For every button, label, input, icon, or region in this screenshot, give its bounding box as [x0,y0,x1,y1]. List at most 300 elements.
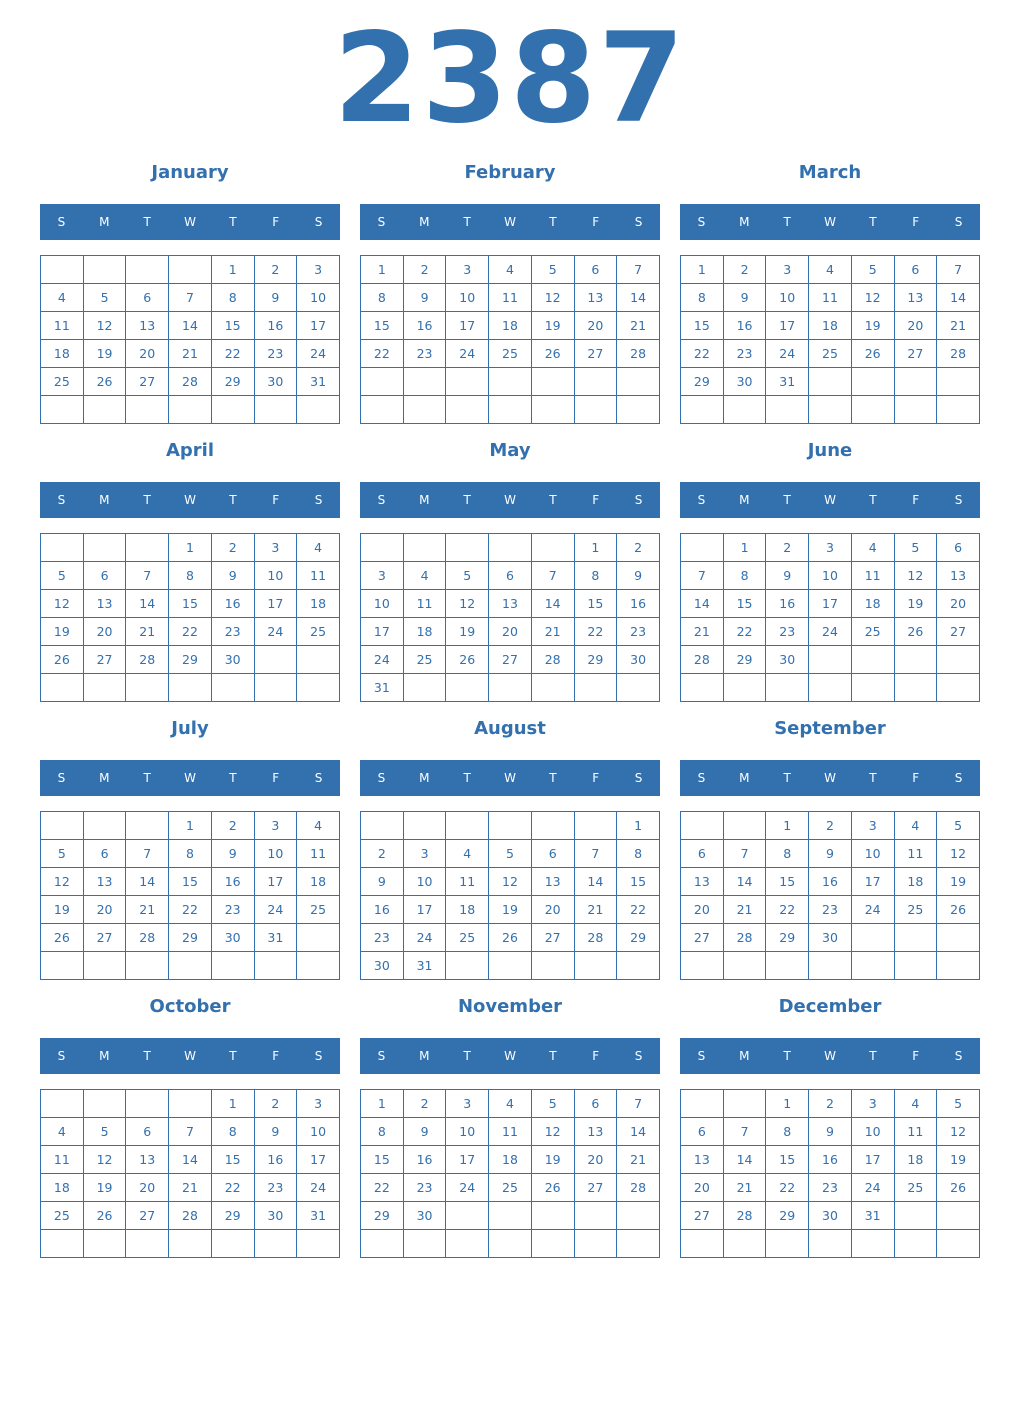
week-row [41,396,340,424]
day-cell: 16 [211,590,254,618]
day-cell: 23 [403,1174,446,1202]
day-cell: 28 [169,368,212,396]
day-cell: 11 [489,1118,532,1146]
day-cell: 23 [211,896,254,924]
weekday-label: F [272,771,280,785]
day-cell: 1 [766,812,809,840]
day-cell: 24 [403,924,446,952]
day-cell: 17 [403,896,446,924]
day-cell: 9 [254,284,297,312]
day-cell: 12 [531,1118,574,1146]
day-cell: 13 [489,590,532,618]
month-name: September [774,718,886,739]
day-cell [681,952,724,980]
month-name: April [165,440,215,461]
month-december [680,992,980,1260]
weekday-label: W [184,493,196,507]
day-cell [809,1230,852,1258]
day-cell: 19 [894,590,937,618]
day-cell: 29 [723,646,766,674]
day-cell: 27 [83,924,126,952]
day-cell [723,674,766,702]
week-row [361,534,660,562]
day-cell: 28 [681,646,724,674]
weekday-label: M [419,493,430,507]
day-cell [723,396,766,424]
day-cell: 3 [851,1090,894,1118]
day-cell: 18 [41,340,84,368]
day-cell: 11 [894,840,937,868]
day-cell [403,1230,446,1258]
weekday-label: M [419,215,430,229]
weekday-label: S [697,215,706,229]
day-cell: 5 [41,562,84,590]
day-cell: 25 [489,340,532,368]
day-cell: 31 [403,952,446,980]
weekday-label: W [184,771,196,785]
day-cell: 27 [83,646,126,674]
day-cell [254,646,297,674]
day-cell: 15 [361,312,404,340]
day-cell [169,1230,212,1258]
day-cell: 26 [531,1174,574,1202]
day-cell: 2 [723,256,766,284]
day-cell [894,1202,937,1230]
weekday-header [680,482,980,518]
day-cell: 28 [723,1202,766,1230]
week-row [681,812,980,840]
day-cell [681,534,724,562]
weekday-label: S [377,493,386,507]
day-cell: 8 [723,562,766,590]
day-cell: 7 [681,562,724,590]
weekday-label: T [869,1049,877,1063]
day-cell: 20 [126,1174,169,1202]
day-cell: 27 [574,1174,617,1202]
weekday-label: W [184,215,196,229]
weekday-label: T [869,771,877,785]
weekday-header [40,1038,340,1074]
day-cell: 6 [83,840,126,868]
day-cell [809,396,852,424]
weekday-label: F [912,771,920,785]
day-cell: 16 [809,868,852,896]
day-cell: 25 [851,618,894,646]
day-cell [169,396,212,424]
day-cell: 30 [809,1202,852,1230]
day-cell: 31 [297,1202,340,1230]
day-cell: 29 [169,924,212,952]
day-cell: 30 [403,1202,446,1230]
day-cell: 23 [211,618,254,646]
day-cell: 1 [574,534,617,562]
day-cell: 14 [937,284,980,312]
week-row [681,1202,980,1230]
day-cell: 25 [297,618,340,646]
week-row [41,590,340,618]
day-grid [680,533,980,702]
day-cell [574,812,617,840]
day-cell: 21 [617,312,660,340]
day-cell: 27 [126,368,169,396]
day-cell: 19 [83,1174,126,1202]
day-cell: 22 [361,1174,404,1202]
weekday-label: M [739,215,750,229]
day-cell: 24 [254,896,297,924]
day-cell: 1 [169,812,212,840]
month-january [40,158,340,426]
month-april [40,436,340,704]
day-cell: 22 [766,1174,809,1202]
day-cell: 5 [41,840,84,868]
week-row [41,646,340,674]
day-cell: 4 [297,812,340,840]
weekday-label: T [783,771,791,785]
day-cell: 26 [894,618,937,646]
day-cell [574,368,617,396]
day-cell [809,646,852,674]
day-cell: 30 [254,368,297,396]
week-row [681,284,980,312]
week-row [41,812,340,840]
day-cell: 8 [617,840,660,868]
week-row [681,646,980,674]
day-cell: 25 [297,896,340,924]
day-cell: 12 [894,562,937,590]
day-cell: 19 [937,1146,980,1174]
day-cell [83,812,126,840]
weekday-label: T [463,771,471,785]
day-cell: 29 [766,924,809,952]
day-cell [297,1230,340,1258]
day-cell: 12 [446,590,489,618]
week-row [361,674,660,702]
day-cell: 26 [446,646,489,674]
day-cell [403,674,446,702]
day-cell: 9 [766,562,809,590]
day-cell: 15 [361,1146,404,1174]
week-row [41,896,340,924]
day-cell [446,812,489,840]
day-cell: 29 [361,1202,404,1230]
day-cell: 29 [766,1202,809,1230]
month-name: July [171,718,209,739]
week-row [361,1090,660,1118]
week-row [41,1146,340,1174]
day-cell: 9 [403,1118,446,1146]
day-cell: 9 [211,562,254,590]
day-cell: 10 [361,590,404,618]
day-cell [361,1230,404,1258]
week-row [361,896,660,924]
day-cell: 16 [809,1146,852,1174]
day-cell [851,646,894,674]
day-cell: 18 [297,590,340,618]
week-row [681,562,980,590]
weekday-header [40,482,340,518]
day-cell [531,1202,574,1230]
day-cell: 29 [681,368,724,396]
weekday-label: M [99,215,110,229]
day-cell [723,812,766,840]
day-cell [446,396,489,424]
day-cell: 14 [169,312,212,340]
week-row [361,312,660,340]
day-cell [126,674,169,702]
day-cell [446,1230,489,1258]
day-cell: 2 [254,1090,297,1118]
day-cell: 19 [531,1146,574,1174]
day-cell: 21 [126,896,169,924]
day-cell: 6 [531,840,574,868]
week-row [41,562,340,590]
day-cell: 10 [446,284,489,312]
weekday-label: W [504,493,516,507]
day-cell [361,534,404,562]
day-cell: 22 [211,1174,254,1202]
day-cell: 14 [126,590,169,618]
day-cell [41,812,84,840]
day-cell: 21 [937,312,980,340]
day-cell [894,396,937,424]
month-name: March [798,162,862,183]
weekday-label: S [634,493,643,507]
day-cell: 18 [403,618,446,646]
weekday-label: W [824,215,836,229]
day-cell: 22 [169,618,212,646]
week-row [41,840,340,868]
day-cell [531,812,574,840]
day-cell: 7 [126,562,169,590]
day-cell: 25 [894,1174,937,1202]
day-cell: 14 [723,868,766,896]
day-cell: 2 [361,840,404,868]
week-row [361,1118,660,1146]
day-cell [41,674,84,702]
day-cell: 9 [617,562,660,590]
day-cell: 12 [83,312,126,340]
day-cell: 8 [169,840,212,868]
day-grid [40,533,340,702]
day-cell: 14 [574,868,617,896]
day-cell [766,952,809,980]
day-cell: 15 [574,590,617,618]
year-title: 2387 [333,7,687,151]
week-row [361,340,660,368]
weekday-label: S [377,771,386,785]
day-cell: 28 [937,340,980,368]
week-row [361,618,660,646]
week-row [41,1174,340,1202]
day-cell [766,396,809,424]
week-row [41,924,340,952]
day-cell: 7 [723,840,766,868]
weekday-header [360,1038,660,1074]
day-cell: 31 [851,1202,894,1230]
day-cell: 8 [574,562,617,590]
day-cell: 26 [41,924,84,952]
day-cell [126,952,169,980]
day-cell: 28 [617,340,660,368]
day-cell: 27 [531,924,574,952]
day-cell: 30 [211,924,254,952]
month-february [360,158,660,426]
day-cell: 11 [489,284,532,312]
day-cell: 22 [211,340,254,368]
weekday-label: S [57,215,66,229]
week-row [681,368,980,396]
week-row [361,368,660,396]
day-cell [41,396,84,424]
weekday-label: S [57,771,66,785]
weekday-label: F [592,771,600,785]
day-cell: 15 [169,868,212,896]
day-cell [809,674,852,702]
day-cell: 25 [41,368,84,396]
day-cell [489,674,532,702]
week-row [361,868,660,896]
day-cell [937,368,980,396]
day-cell [937,1230,980,1258]
day-cell: 20 [531,896,574,924]
day-cell [126,812,169,840]
week-row [41,674,340,702]
day-cell: 24 [446,340,489,368]
day-cell [489,812,532,840]
day-cell: 4 [894,812,937,840]
day-cell [723,952,766,980]
day-cell: 9 [254,1118,297,1146]
day-cell: 13 [937,562,980,590]
day-cell: 15 [766,868,809,896]
day-cell [83,396,126,424]
day-cell: 11 [851,562,894,590]
day-cell [403,396,446,424]
month-march [680,158,980,426]
day-cell: 12 [41,868,84,896]
day-cell: 15 [681,312,724,340]
day-cell [169,256,212,284]
day-cell: 5 [937,812,980,840]
day-cell [41,534,84,562]
day-cell: 9 [361,868,404,896]
weekday-label: W [824,771,836,785]
day-cell: 5 [851,256,894,284]
week-row [361,1202,660,1230]
day-cell: 18 [489,312,532,340]
day-cell [851,1230,894,1258]
weekday-label: S [57,1049,66,1063]
day-cell [851,924,894,952]
day-cell: 26 [83,1202,126,1230]
day-cell [617,952,660,980]
day-grid [680,811,980,980]
day-cell: 27 [489,646,532,674]
weekday-label: S [377,1049,386,1063]
day-cell [766,1230,809,1258]
week-row [361,256,660,284]
weekday-label: T [143,493,151,507]
day-cell: 19 [41,618,84,646]
day-cell: 18 [446,896,489,924]
day-grid [40,1089,340,1258]
day-cell [297,674,340,702]
day-cell [211,674,254,702]
day-cell [531,396,574,424]
day-cell: 27 [894,340,937,368]
day-cell [126,1090,169,1118]
day-cell [489,396,532,424]
week-row [361,590,660,618]
day-cell: 17 [446,312,489,340]
day-cell: 20 [489,618,532,646]
day-cell: 12 [937,840,980,868]
day-cell: 5 [937,1090,980,1118]
day-cell: 17 [254,590,297,618]
day-cell: 24 [254,618,297,646]
day-cell: 16 [403,312,446,340]
day-cell: 6 [681,1118,724,1146]
day-cell: 2 [254,256,297,284]
weekday-label: T [143,1049,151,1063]
month-name: August [474,718,546,739]
day-cell: 24 [809,618,852,646]
day-cell: 25 [809,340,852,368]
day-cell: 2 [617,534,660,562]
weekday-label: M [739,493,750,507]
week-row [361,1174,660,1202]
day-cell [937,674,980,702]
day-cell [446,1202,489,1230]
weekday-label: S [697,1049,706,1063]
day-cell: 28 [126,646,169,674]
day-cell [126,534,169,562]
week-row [361,812,660,840]
weekday-label: S [954,215,963,229]
week-row [681,1090,980,1118]
day-cell: 15 [211,1146,254,1174]
day-cell: 7 [169,1118,212,1146]
day-cell [41,256,84,284]
weekday-label: W [504,215,516,229]
day-cell [169,674,212,702]
day-cell: 10 [254,840,297,868]
day-cell [126,396,169,424]
day-cell: 30 [809,924,852,952]
day-cell: 6 [894,256,937,284]
day-cell: 17 [297,312,340,340]
week-row [681,256,980,284]
day-cell: 6 [489,562,532,590]
day-cell: 13 [574,1118,617,1146]
day-cell [83,952,126,980]
weekday-label: S [634,215,643,229]
week-row [41,1090,340,1118]
day-cell: 10 [851,1118,894,1146]
day-cell: 29 [617,924,660,952]
day-cell [254,1230,297,1258]
day-cell: 12 [851,284,894,312]
day-cell [681,812,724,840]
weekday-label: T [549,771,557,785]
day-cell: 8 [766,840,809,868]
weekday-label: S [954,493,963,507]
day-cell [617,1202,660,1230]
day-cell: 9 [211,840,254,868]
day-cell: 27 [681,924,724,952]
weekday-header [680,1038,980,1074]
day-cell [617,396,660,424]
